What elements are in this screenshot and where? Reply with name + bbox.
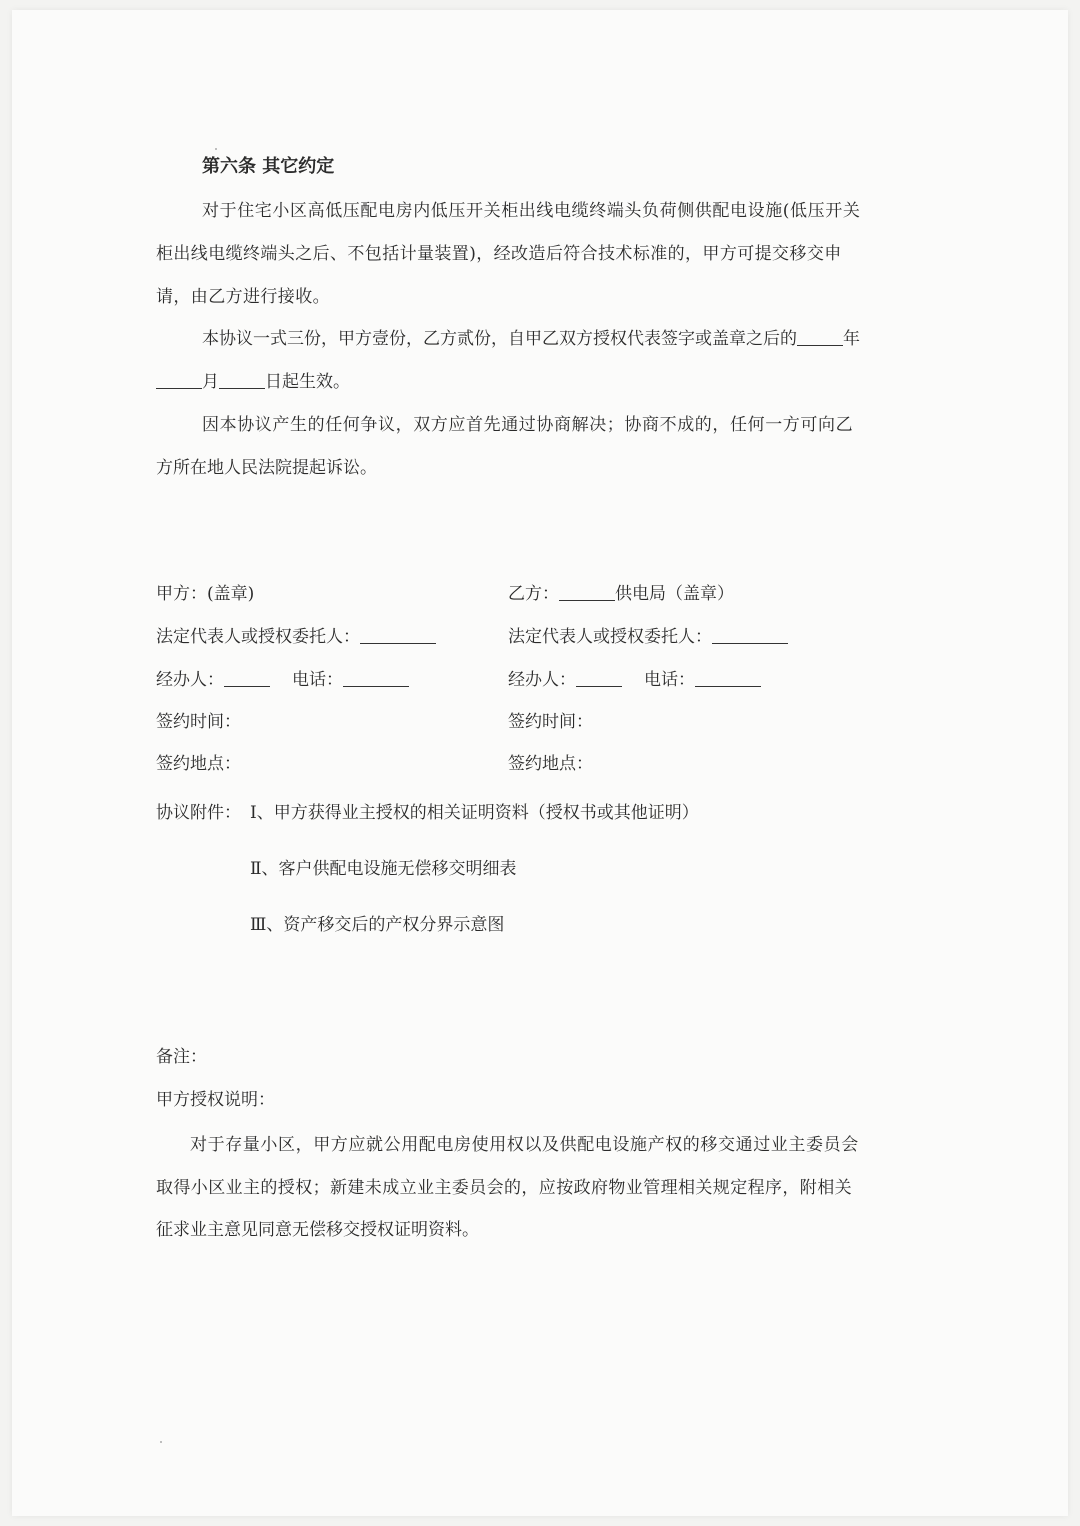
month-label: 月 — [202, 372, 219, 392]
party-a-rep-label: 法定代表人或授权委托人： — [156, 627, 360, 647]
party-b-handler-label: 经办人： — [508, 670, 576, 690]
para2-text: 本协议一式三份，甲方壹份，乙方贰份，自甲乙双方授权代表签字或盖章之后的 — [202, 329, 797, 349]
party-a-handler — [156, 667, 409, 693]
para2-line1 — [202, 326, 860, 352]
day-label: 日起生效。 — [265, 372, 350, 392]
party-a-handler-blank — [224, 668, 270, 687]
party-b-name — [508, 581, 734, 607]
party-a-sign-place: 签约地点： — [156, 754, 241, 774]
attachments-label: 协议附件： — [156, 803, 241, 823]
party-b-name-prefix: 乙方： — [508, 584, 559, 604]
day-blank — [219, 370, 265, 389]
party-b-rep-blank — [712, 625, 788, 644]
party-b-name-blank — [559, 582, 615, 601]
party-b-rep-label: 法定代表人或授权委托人： — [508, 627, 712, 647]
para3-line2: 方所在地人民法院提起诉讼。 — [156, 458, 377, 478]
para1-line3: 请，由乙方进行接收。 — [156, 287, 330, 307]
notes-line1: 对于存量小区，甲方应就公用配电房使用权以及供配电设施产权的移交通过业主委员会 — [190, 1135, 859, 1155]
party-b-name-suffix: 供电局（盖章） — [615, 584, 734, 604]
party-b-phone-label: 电话： — [644, 670, 695, 690]
notes-subtitle: 甲方授权说明： — [156, 1090, 275, 1110]
para1-line1: 对于住宅小区高低压配电房内低压开关柜出线电缆终端头负荷侧供配电设施(低压开关 — [202, 201, 861, 221]
attachment-item-2: Ⅱ、客户供配电设施无偿移交明细表 — [250, 859, 517, 879]
section-title: 第六条 其它约定 — [202, 156, 335, 177]
party-a-name: 甲方：(盖章) — [156, 584, 255, 604]
party-a-phone-blank — [343, 668, 409, 687]
attachment-item-1: Ⅰ、甲方获得业主授权的相关证明资料（授权书或其他证明） — [250, 803, 699, 823]
party-b-sign-time: 签约时间： — [508, 712, 593, 732]
para1-line2: 柜出线电缆终端头之后、不包括计量装置)，经改造后符合技术标准的，甲方可提交移交申 — [156, 244, 842, 264]
year-label: 年 — [843, 329, 860, 349]
party-b-handler — [508, 667, 761, 693]
notes-line3: 征求业主意见同意无偿移交授权证明资料。 — [156, 1220, 479, 1240]
party-a-handler-label: 经办人： — [156, 670, 224, 690]
party-b-sign-place: 签约地点： — [508, 754, 593, 774]
para3-line1: 因本协议产生的任何争议，双方应首先通过协商解决；协商不成的，任何一方可向乙 — [202, 415, 854, 435]
notes-label: 备注： — [156, 1047, 207, 1067]
month-blank — [156, 370, 202, 389]
attachment-item-3: Ⅲ、资产移交后的产权分界示意图 — [250, 915, 505, 935]
party-a-rep — [156, 624, 436, 650]
party-b-handler-blank — [576, 668, 622, 687]
party-b-phone-blank — [695, 668, 761, 687]
notes-line2: 取得小区业主的授权；新建未成立业主委员会的，应按政府物业管理相关规定程序，附相关 — [156, 1178, 852, 1198]
party-a-sign-time: 签约时间： — [156, 712, 241, 732]
party-a-rep-blank — [360, 625, 436, 644]
party-b-rep — [508, 624, 788, 650]
party-a-phone-label: 电话： — [292, 670, 343, 690]
year-blank — [797, 327, 843, 346]
para2-line2 — [156, 369, 350, 395]
